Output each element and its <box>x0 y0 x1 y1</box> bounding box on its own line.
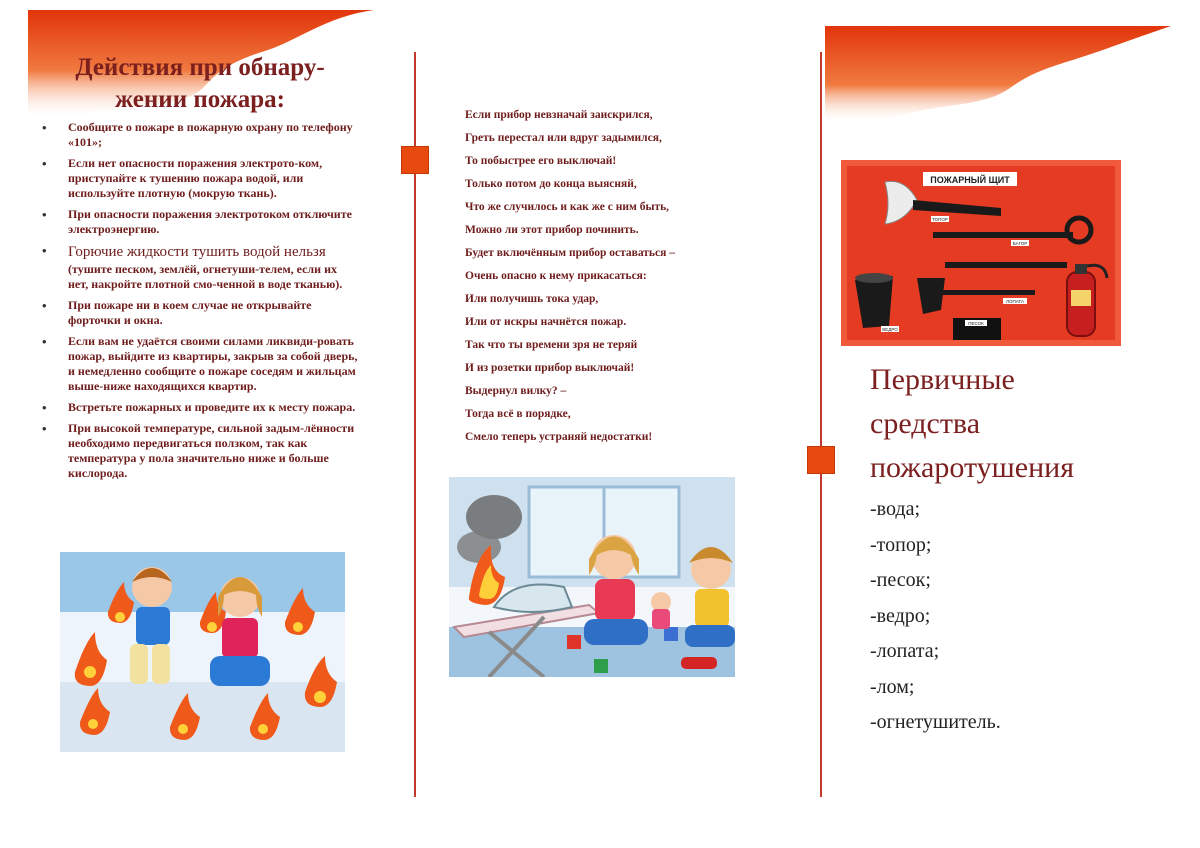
fire-board-photo <box>841 160 1121 346</box>
list-item: • Горючие жидкости тушить водой нельзя (тушите песком, землёй, огнетуши-телем, если их нет, накройте плотной смо-ченной в воде тканью). <box>40 243 360 292</box>
list-item: -лом; <box>870 675 915 698</box>
board-label-axe: ТОПОР <box>932 217 948 222</box>
poem-line: Так что ты времени зря не теряй <box>465 339 638 351</box>
extinguishing-means-list <box>870 492 1001 741</box>
list-item: • При высокой температуре, сильной задым-лённости необходимо передвигаться ползком, так как температура у пола значительно ниже и больше кислорода. <box>40 421 360 481</box>
fire-actions-list <box>40 120 360 487</box>
poem-line: Что же случилось и как же с ним быть, <box>465 201 670 213</box>
poem-line: Если прибор невзначай заискрился, <box>465 109 653 121</box>
poem-line: Только потом до конца выясняй, <box>465 178 637 190</box>
poem-line: Можно ли этот прибор починить. <box>465 224 639 236</box>
poem-line: Или получишь тока удар, <box>465 293 599 305</box>
children-fire-illustration <box>60 552 345 752</box>
primary-means-title: Первичные средства пожаротушения <box>870 363 1074 484</box>
iron-fire-illustration <box>449 477 735 677</box>
list-item: • Если нет опасности поражения электрото-ком, приступайте к тушению пожара водой, или используйте плотную (мокрую ткань). <box>40 156 360 201</box>
list-item: -песок; <box>870 569 931 591</box>
list-item: • Сообщите о пожаре в пожарную охрану по телефону «101»; <box>40 120 360 150</box>
poem-line: Смело теперь устраняй недостатки! <box>465 431 653 443</box>
list-item: -ведро; <box>870 604 931 627</box>
board-label-sand: ПЕСОК <box>968 321 984 326</box>
divider-right <box>820 52 822 797</box>
poem-line: Или от искры начнётся пожар. <box>465 316 627 328</box>
divider-marker-left <box>401 146 429 174</box>
board-label-hook: БАГОР <box>1012 241 1028 246</box>
poem-line: Будет включённым прибор оставаться – <box>465 247 675 259</box>
board-label-bucket: ВЕДРО <box>882 327 898 332</box>
poem-line: То побыстрее его выключай! <box>465 155 617 167</box>
poem-line: Выдернул вилку? – <box>465 385 567 397</box>
list-item: -топор; <box>870 533 932 556</box>
list-item: • Если вам не удаётся своими силами ликвиди-ровать пожар, выйдите из квартиры, закрыв за собой дверь, и немедленно сообщите о пожаре соседям и жильцам выше-ниже находящихся квартир. <box>40 334 360 394</box>
fire-actions-heading: Действия при обнару-жении пожара: <box>75 54 325 113</box>
list-item-lead: Горючие жидкости тушить водой нельзя <box>68 244 326 260</box>
poem-line: Тогда всё в порядке, <box>465 408 571 420</box>
list-item: -вода; <box>870 498 920 520</box>
list-item: • При опасности поражения электротоком отключите электроэнергию. <box>40 207 360 237</box>
poem-line: И из розетки прибор выключай! <box>465 362 635 374</box>
top-right-banner <box>825 26 1175 126</box>
electric-safety-poem <box>465 104 785 449</box>
board-label-shovel: ЛОПАТА <box>1006 299 1024 304</box>
list-item: • Встретьте пожарных и проведите их к месту пожара. <box>40 400 360 415</box>
poem-line: Очень опасно к нему прикасаться: <box>465 270 647 282</box>
list-item: -лопата; <box>870 640 940 662</box>
board-title: ПОЖАРНЫЙ ЩИТ <box>930 175 1010 185</box>
poem-line: Греть перестал или вдруг задымился, <box>465 132 662 144</box>
list-item: -огнетушитель. <box>870 711 1001 733</box>
list-item: • При пожаре ни в коем случае не открывайте форточки и окна. <box>40 298 360 328</box>
divider-marker-right <box>807 446 835 474</box>
